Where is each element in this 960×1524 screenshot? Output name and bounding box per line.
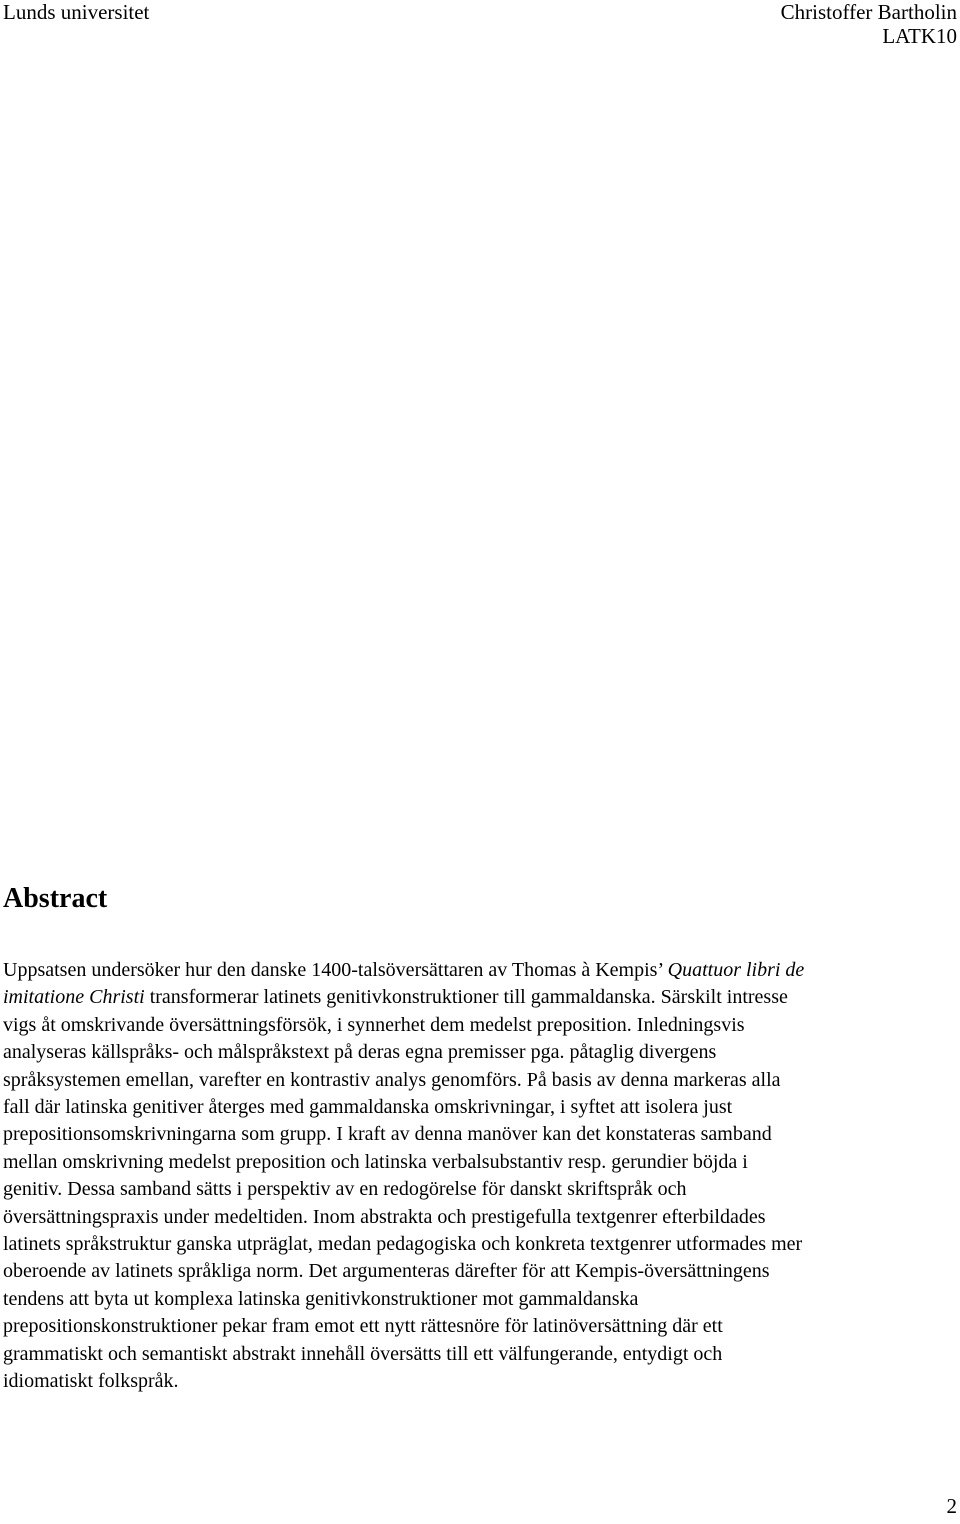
header-right-block xyxy=(781,0,957,48)
abstract-line: fall där latinska genitiver återges med gammaldanska omskrivningar, i syftet att isolera just xyxy=(3,1096,733,1119)
abstract-body xyxy=(3,957,958,1396)
abstract-line: analyseras källspråks- och målspråkstext på deras egna premisser pga. påtaglig divergens xyxy=(3,1041,717,1064)
header-institution: Lunds universitet xyxy=(3,0,150,24)
section-title: Abstract xyxy=(3,883,108,914)
abstract-line: mellan omskrivning medelst preposition och latinska verbalsubstantiv resp. gerundier böjda i xyxy=(3,1150,748,1173)
work-title-italic: imitatione Christi xyxy=(3,986,145,1009)
abstract-line: prepositionsomskrivningarna som grupp. I kraft av denna manöver kan det konstateras samband xyxy=(3,1123,772,1146)
header-author: Christoffer Bartholin xyxy=(780,0,957,24)
work-title-italic: Quattuor libri de xyxy=(667,959,805,981)
abstract-line: prepositionskonstruktioner pekar fram emot ett nytt rättesnöre för latinöversättning där ett xyxy=(3,1315,723,1338)
abstract-line: grammatiskt och semantiskt abstrakt innehåll översätts till ett välfungerande, entydigt och xyxy=(3,1342,723,1365)
abstract-line: Uppsatsen undersöker hur den danske 1400-talsöversättaren av Thomas à Kempis’ Quattuor libri de xyxy=(3,959,805,981)
abstract-line: språksystemen emellan, varefter en kontrastiv analys genomförs. På basis av denna markeras alla xyxy=(3,1068,781,1091)
abstract-line: tendens att byta ut komplexa latinska genitivkonstruktioner mot gammaldanska xyxy=(3,1287,639,1310)
abstract-line: idiomatiskt folkspråk. xyxy=(3,1370,179,1393)
abstract-line: översättningspraxis under medeltiden. Inom abstrakta och prestigefulla textgenrer efterbildades xyxy=(3,1205,766,1228)
abstract-line: imitatione Christi transformerar latinets genitivkonstruktioner till gammaldanska. Särskilt intresse xyxy=(3,986,788,1009)
abstract-line: vigs åt omskrivande översättningsförsök, i synnerhet dem medelst preposition. Inledningsvis xyxy=(3,1013,745,1036)
abstract-line: latinets språkstruktur ganska utpräglat, medan pedagogiska och konkreta textgenrer utformades mer xyxy=(3,1233,803,1256)
page-number: 2 xyxy=(946,1494,957,1518)
abstract-line: genitiv. Dessa samband sätts i perspektiv av en redogörelse för danskt skriftspråk och xyxy=(3,1178,687,1201)
header-course-code: LATK10 xyxy=(882,24,957,48)
abstract-line: oberoende av latinets språkliga norm. Det argumenteras därefter för att Kempis-översättningens xyxy=(3,1260,770,1283)
